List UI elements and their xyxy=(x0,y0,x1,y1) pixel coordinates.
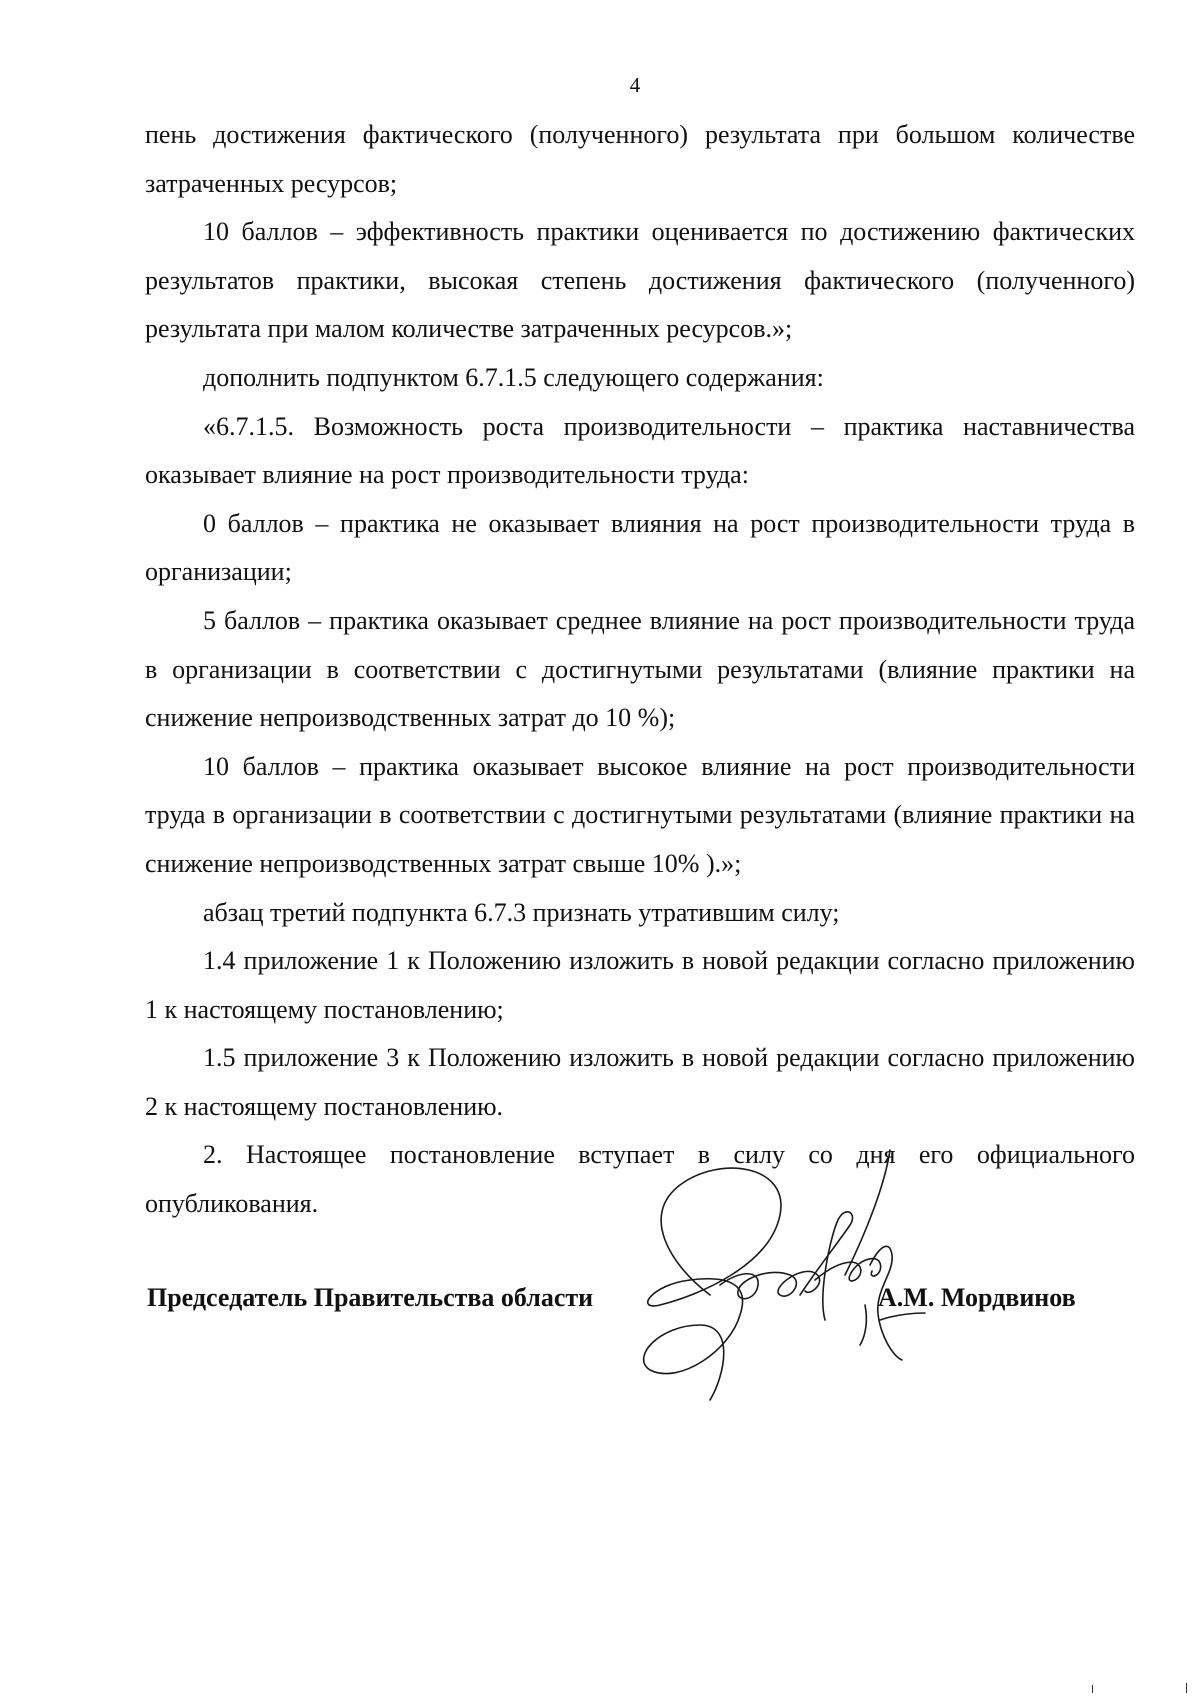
paragraph: 1.4 приложение 1 к Положению изложить в новой редакции согласно приложению 1 к настоящему постановлению; xyxy=(145,946,1135,1024)
signatory-title: Председатель Правительства области xyxy=(147,1283,594,1312)
paragraph: 5 баллов – практика оказывает среднее влияние на рост производительности труда в организации в соответствии с достигнутыми результатами (влияние практики на снижение непроизводственных затрат до 10 %); xyxy=(145,605,1135,733)
paragraph: 0 баллов – практика не оказывает влияния на рост производительности труда в организации; xyxy=(145,508,1135,587)
paragraph: 1.5 приложение 3 к Положению изложить в новой редакции согласно приложению 2 к настоящему постановлению. xyxy=(145,1043,1135,1121)
handwritten-signature xyxy=(640,1145,930,1405)
page-number: 4 xyxy=(629,73,641,97)
paragraph: абзац третий подпункта 6.7.3 признать утратившим силу; xyxy=(203,897,840,927)
paragraph: пень достижения фактического (полученного) результата при большом количестве затраченных ресурсов; xyxy=(145,120,1135,198)
scan-mark xyxy=(1186,1683,1187,1693)
paragraph: 10 баллов – эффективность практики оценивается по достижению фактических результатов практики, высокая степень достижения фактического (полученного) результата при малом количестве затраченных ресурсов.»; xyxy=(145,217,1135,344)
paragraph: 2. Настоящее постановление вступает в силу со дня его официального опубликования. xyxy=(145,1140,1135,1219)
signatory-name: А.М. Мордвинов xyxy=(878,1283,1076,1312)
paragraph: 10 баллов – практика оказывает высокое влияние на рост производительности труда в организации в соответствии с достигнутыми результатами (влияние практики на снижение непроизводственных затрат свыше 10% ).»; xyxy=(145,751,1135,878)
document-body xyxy=(145,111,1135,1229)
scan-mark xyxy=(1092,1685,1093,1693)
paragraph: дополнить подпунктом 6.7.1.5 следующего содержания: xyxy=(203,362,824,392)
paragraph: «6.7.1.5. Возможность роста производительности – практика наставничества оказывает влияние на рост производительности труда: xyxy=(145,411,1135,490)
